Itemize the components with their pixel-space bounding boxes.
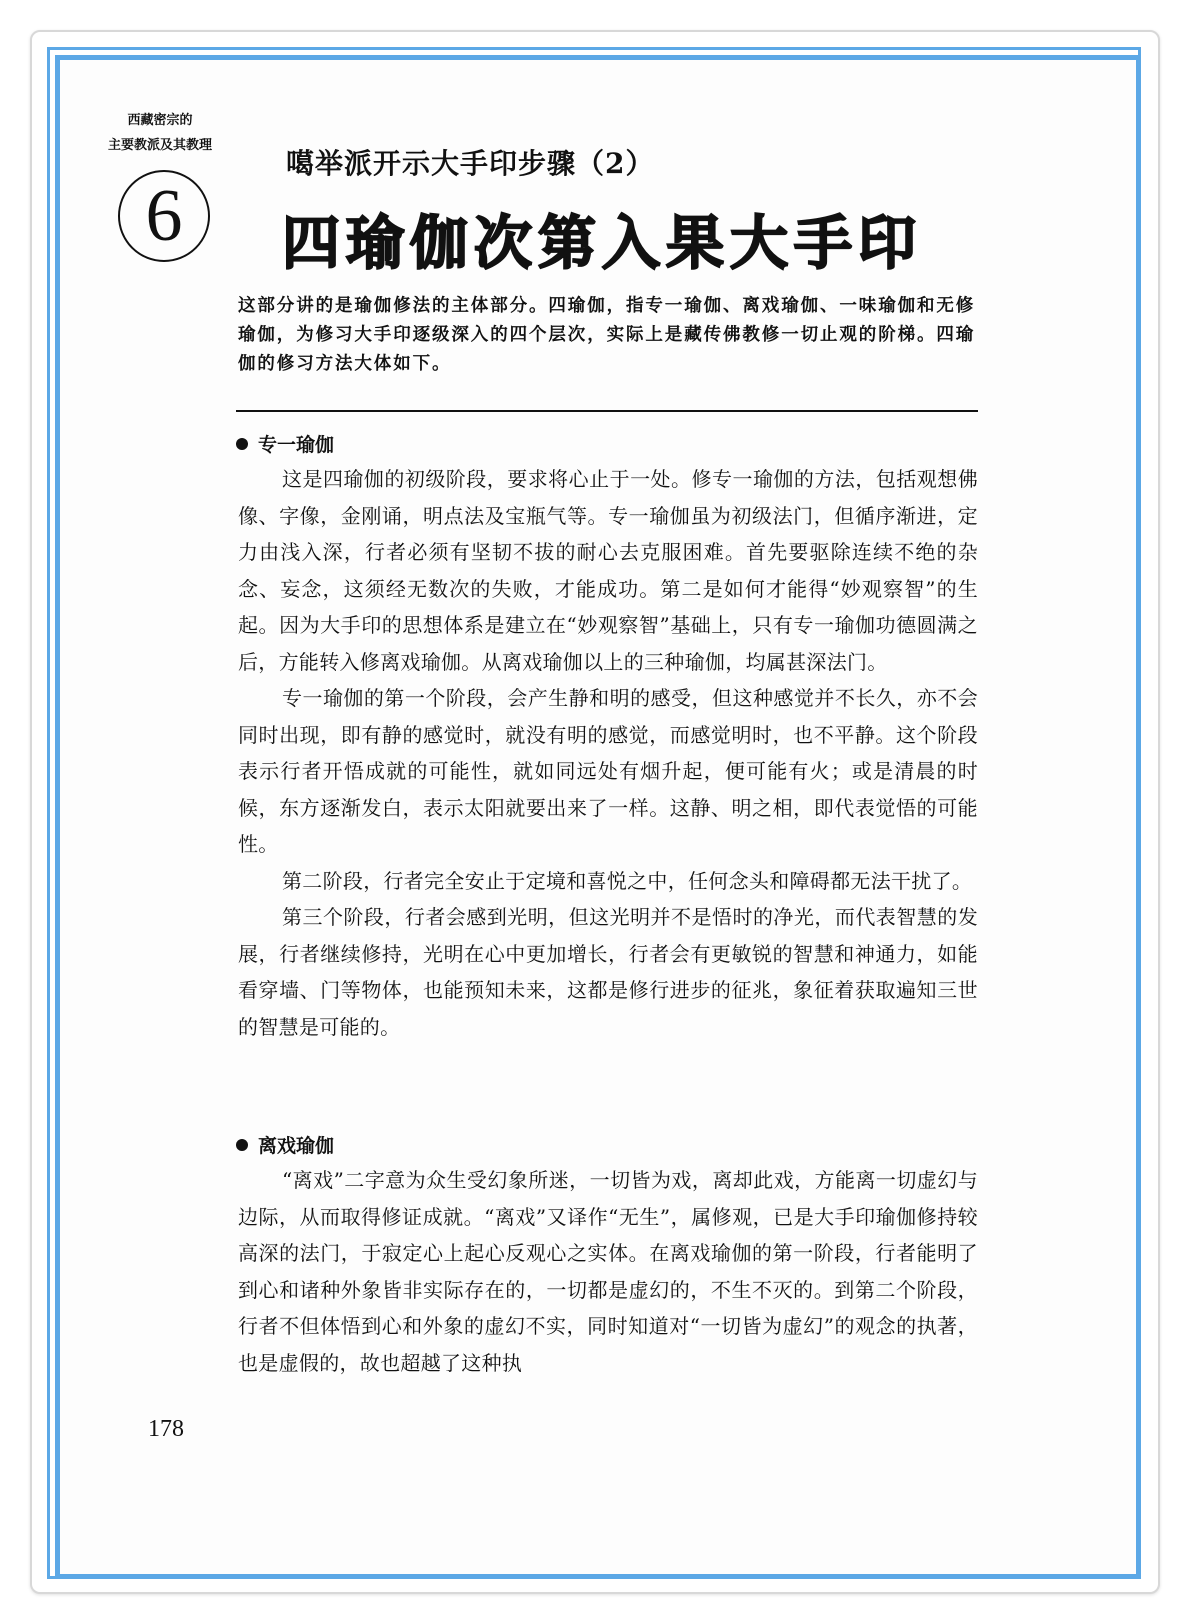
paragraph: “离戏”二字意为众生受幻象所迷，一切皆为戏，离却此戏，方能离一切虚幻与边际，从而取得修证成就。“离戏”又译作“无生”，属修观，已是大手印瑜伽修持较高深的法门，于寂定心上起心反观心之实体。在离戏瑜伽的第一阶段，行者能明了到心和诸种外象皆非实际存在的，一切都是虚幻的，不生不灭的。到第二个阶段，行者不但体悟到心和外象的虚幻不实，同时知道对“一切皆为虚幻”的观念的执著，也是虚假的，故也超越了这种执 [238,1168,978,1375]
series-title-line1: 西藏密宗的 [127,113,193,128]
page-subtitle: 噶举派开示大手印步骤（2） [286,147,655,180]
section-heading-2-label: 离戏瑜伽 [258,1135,335,1157]
paragraph: 第二阶段，行者完全安止于定境和喜悦之中，任何念头和障碍都无法干扰了。 [282,868,973,893]
intro-divider [236,410,978,412]
section-2-body [238,1162,978,1381]
section-1-body [238,461,978,1045]
chapter-number-circle [118,170,210,262]
paragraph: 专一瑜伽的第一个阶段，会产生静和明的感受，但这种感觉并不长久，亦不会同时出现，即有静的感觉时，就没有明的感觉，而感觉明时，也不平静。这个阶段表示行者开悟成就的可能性，就如同远处有烟升起，便可能有火；或是清晨的时候，东方逐渐发白，表示太阳就要出来了一样。这静、明之相，即代表觉悟的可能性。 [238,686,978,856]
page-number: 178 [148,1416,184,1442]
chapter-number: 6 [145,175,183,257]
section-heading-2 [236,1131,334,1158]
bullet-icon [236,438,248,450]
section-heading-1-label: 专一瑜伽 [258,434,335,456]
page-title: 四瑜伽次第入果大手印 [282,209,923,277]
bullet-icon [236,1139,248,1151]
paragraph: 这是四瑜伽的初级阶段，要求将心止于一处。修专一瑜伽的方法，包括观想佛像、字像，金刚诵，明点法及宝瓶气等。专一瑜伽虽为初级法门，但循序渐进，定力由浅入深，行者必须有坚韧不拔的耐心去克服困难。首先要驱除连续不绝的杂念、妄念，这须经无数次的失败，才能成功。第二是如何才能得“妙观察智”的生起。因为大手印的思想体系是建立在“妙观察智”基础上，只有专一瑜伽功德圆满之后，方能转入修离戏瑜伽。从离戏瑜伽以上的三种瑜伽，均属甚深法门。 [238,467,978,674]
paragraph: 第三个阶段，行者会感到光明，但这光明并不是悟时的净光，而代表智慧的发展，行者继续修持，光明在心中更加增长，行者会有更敏锐的智慧和神通力，如能看穿墙、门等物体，也能预知未来，这都是修行进步的征兆，象征着获取遍知三世的智慧是可能的。 [238,905,978,1039]
intro-paragraph: 这部分讲的是瑜伽修法的主体部分。四瑜伽，指专一瑜伽、离戏瑜伽、一味瑜伽和无修瑜伽，为修习大手印逐级深入的四个层次，实际上是藏传佛教修一切止观的阶梯。四瑜伽的修习方法大体如下。 [238,296,976,374]
series-title-line2: 主要教派及其教理 [107,138,212,153]
section-heading-1 [236,430,334,457]
series-title [90,108,230,158]
